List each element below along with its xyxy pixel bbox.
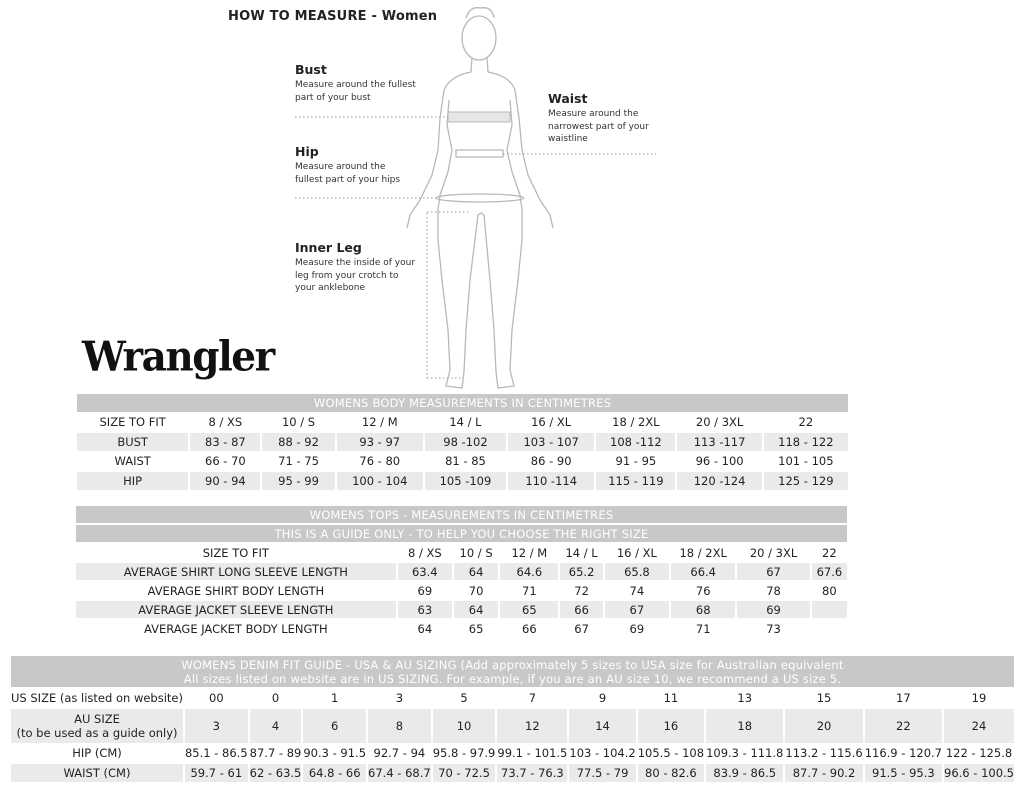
table-cell: 65.8 [605,563,669,580]
table-cell: 14 [569,709,635,743]
table-cell: 90.3 - 91.5 [303,746,367,761]
table-cell: 96.6 - 100.5 [944,765,1014,780]
table-cell: 95 - 99 [262,472,334,490]
table-cell: 83.9 - 86.5 [706,764,783,782]
table-cell: 8 / XS [190,414,260,432]
table-cell: 67.6 [812,563,847,580]
table-cell: 69 [737,601,809,618]
waist-label: Waist [548,91,588,106]
table-cell: 120 -124 [677,472,761,490]
inner-leg-label: Inner Leg [295,240,362,255]
tops-table-body [76,544,847,637]
body-figure-illustration [290,0,660,395]
table-cell: 3 [185,709,248,743]
table-cell: 64.8 - 66 [303,764,366,782]
table-cell: 99.1 - 101.5 [497,746,568,761]
table-row [11,689,1014,707]
table-cell: 95.8 - 97.9 [432,746,496,761]
tops-measurements-table [74,504,849,639]
table-cell: 10 / S [454,544,498,561]
table-cell: 73 [737,620,809,637]
table-cell: 105.5 - 108 [637,746,705,761]
table-cell: 77.5 - 79 [569,764,635,782]
table-cell: 92.7 - 94 [368,745,431,763]
denim-fit-table [9,654,1016,784]
table-cell: 16 / XL [508,414,594,432]
au-size-label: AU SIZE [74,711,120,726]
table-cell: 10 / S [262,414,334,432]
table-cell: 115 - 119 [596,472,675,490]
au-size-note: (to be used as a guide only) [16,725,178,740]
bust-desc-line: part of your bust [295,92,371,103]
table-cell: 68 [671,601,735,618]
table-cell: 98 -102 [425,433,506,451]
table-cell: 110 -114 [508,472,594,490]
table-cell: 118 - 122 [764,433,848,451]
row-label-cell [11,709,183,743]
table-cell: 113.2 - 115.6 [785,746,863,761]
how-to-measure-title: HOW TO MEASURE - Women [228,9,438,24]
table-row [76,544,847,561]
table-cell: 122 - 125.8 [945,746,1013,761]
inner-leg-desc-line: Measure the inside of your [295,258,416,268]
row-label-cell: BUST [77,433,188,451]
table-cell: 10 [433,709,496,743]
tops-table-subheader: THIS IS A GUIDE ONLY - TO HELP YOU CHOOSE THE RIGHT SIZE [76,525,847,542]
table-cell: 91 - 95 [596,453,675,471]
table-cell: 0 [250,689,302,707]
waist-callout [548,91,649,146]
table-cell: 8 [368,709,431,743]
table-cell: 103 - 104.2 [569,746,636,761]
bust-label: Bust [295,62,327,77]
table-row [76,563,847,580]
table-row [77,472,848,490]
table-cell: 63.4 [398,563,452,580]
table-cell: 00 [185,689,248,707]
table-cell: 88 - 92 [262,433,334,451]
table-cell: 22 [764,414,848,432]
table-cell: 12 [497,709,567,743]
table-cell: 73.7 - 76.3 [497,764,567,782]
table-cell: 66 [560,601,602,618]
table-row [11,709,1014,743]
table-cell: 83 - 87 [190,433,260,451]
table-cell: 20 / 3XL [737,544,809,561]
table-cell: 67 [560,620,602,637]
table-cell: 63 [398,601,452,618]
table-cell: 74 [605,582,669,599]
table-cell: 66.4 [671,563,735,580]
table-cell: 8 / XS [398,544,452,561]
table-cell: 67.4 - 68.7 [368,765,431,780]
table-cell: 62 - 63.5 [249,765,302,780]
table-cell: 11 [638,689,704,707]
hip-label: Hip [295,144,319,159]
table-cell: 86 - 90 [508,453,594,471]
table-cell: 4 [250,709,302,743]
table-cell: 18 / 2XL [671,544,735,561]
hip-desc-line: Measure around the [295,162,386,172]
table-cell: 66 [500,620,558,637]
table-row [76,582,847,599]
table-cell: 103 - 107 [508,433,594,451]
table-row [77,453,848,471]
table-cell: 17 [865,689,942,707]
table-cell: 15 [785,689,862,707]
row-label-cell: AVERAGE JACKET SLEEVE LENGTH [76,601,396,618]
denim-table-header [11,656,1014,687]
waist-desc-line: waistline [548,134,588,144]
table-cell: 9 [569,689,635,707]
table-cell: 65.2 [560,563,602,580]
table-cell: 69 [398,582,452,599]
table-cell: 12 / M [500,544,558,561]
table-cell: 64 [454,563,498,580]
table-cell: 65 [500,601,558,618]
table-cell: 125 - 129 [764,472,848,490]
inner-leg-desc-line: your anklebone [295,283,366,293]
denim-header-line: All sizes listed on website are in US SIZING. For example, if you are an AU size 10, we recommend a US size 5. [183,672,842,686]
table-cell: 19 [944,689,1014,707]
table-cell: 12 / M [337,414,423,432]
table-cell: 18 [706,709,783,743]
table-cell: 113 -117 [677,433,761,451]
table-cell: 14 / L [560,544,602,561]
table-cell: 20 [785,709,862,743]
row-label-cell: US SIZE (as listed on website) [11,690,183,705]
row-label-cell: AVERAGE SHIRT LONG SLEEVE LENGTH [76,563,396,580]
row-label-cell: HIP (CM) [11,745,183,763]
bust-callout [295,62,416,104]
table-cell: 64 [398,620,452,637]
table-cell: 80 [812,582,847,599]
row-label-cell: AVERAGE SHIRT BODY LENGTH [76,582,396,599]
table-row [76,620,847,637]
table-cell: 67 [737,563,809,580]
table-cell: 65 [454,620,498,637]
table-cell: 5 [433,689,496,707]
table-cell: 69 [605,620,669,637]
table-cell: 105 -109 [425,472,506,490]
table-cell: 22 [865,709,942,743]
table-cell: 64 [454,601,498,618]
waist-desc-line: Measure around the [548,109,639,119]
table-cell: 109.3 - 111.8 [706,746,784,761]
table-cell: 13 [706,689,783,707]
table-cell: 78 [737,582,809,599]
bust-desc-line: Measure around the fullest [295,80,416,90]
table-row [77,414,848,432]
table-cell: 24 [944,709,1014,743]
hip-desc-line: fullest part of your hips [295,174,401,185]
table-cell: 6 [303,709,366,743]
table-cell [812,601,847,618]
table-cell: 3 [368,689,431,707]
table-cell: 91.5 - 95.3 [865,764,942,782]
row-label-cell: AVERAGE JACKET BODY LENGTH [76,620,396,637]
tops-table-header: WOMENS TOPS - MEASUREMENTS IN CENTIMETRES [76,506,847,523]
table-cell: 71 [500,582,558,599]
table-cell: 90 - 94 [190,472,260,490]
table-cell: 1 [303,689,366,707]
table-cell: 96 - 100 [677,453,761,471]
table-cell: 85.1 - 86.5 [184,746,248,761]
table-cell: 20 / 3XL [677,414,761,432]
table-cell: 101 - 105 [764,453,848,471]
table-row [77,433,848,451]
row-label-cell: SIZE TO FIT [77,414,188,432]
table-cell: 70 - 72.5 [433,764,496,782]
inner-leg-callout [295,240,415,295]
row-label-cell: SIZE TO FIT [76,544,396,561]
table-cell: 67 [605,601,669,618]
table-cell: 87.7 - 89 [249,746,302,761]
table-cell: 71 [671,620,735,637]
table-cell: 16 [638,709,704,743]
row-label-cell: WAIST (CM) [11,764,183,782]
table-cell: 116.9 - 120.7 [864,746,942,761]
table-cell: 14 / L [425,414,506,432]
table-row [11,764,1014,782]
table-cell [812,620,847,637]
table-cell: 80 - 82.6 [638,764,704,782]
denim-header-line: WOMENS DENIM FIT GUIDE - USA & AU SIZING (Add approximately 5 sizes to USA size for Australian equivalent [181,658,844,672]
inner-leg-desc-line: leg from your crotch to [295,270,399,281]
table-cell: 76 - 80 [337,453,423,471]
table-cell: 72 [560,582,602,599]
table-cell: 18 / 2XL [596,414,675,432]
table-row [11,745,1014,763]
table-cell: 108 -112 [596,433,675,451]
table-cell: 7 [497,689,567,707]
table-row [76,601,847,618]
table-cell: 71 - 75 [262,453,334,471]
table-cell: 76 [671,582,735,599]
table-cell: 81 - 85 [425,453,506,471]
body-table-body [77,414,848,490]
table-cell: 59.7 - 61 [185,764,248,782]
denim-table-body [11,689,1014,782]
body-table-header: WOMENS BODY MEASUREMENTS IN CENTIMETRES [77,394,848,412]
table-cell: 100 - 104 [337,472,423,490]
table-cell: 87.7 - 90.2 [785,764,862,782]
wrangler-logo: Wrangler [82,332,274,382]
table-cell: 70 [454,582,498,599]
table-cell: 22 [812,544,847,561]
table-cell: 93 - 97 [337,433,423,451]
table-cell: 16 / XL [605,544,669,561]
waist-desc-line: narrowest part of your [548,121,649,132]
row-label-cell: WAIST [77,453,188,471]
table-cell: 66 - 70 [190,453,260,471]
row-label-cell: HIP [77,472,188,490]
body-measurements-table [75,392,850,492]
table-cell: 64.6 [500,563,558,580]
hip-callout [295,144,400,186]
